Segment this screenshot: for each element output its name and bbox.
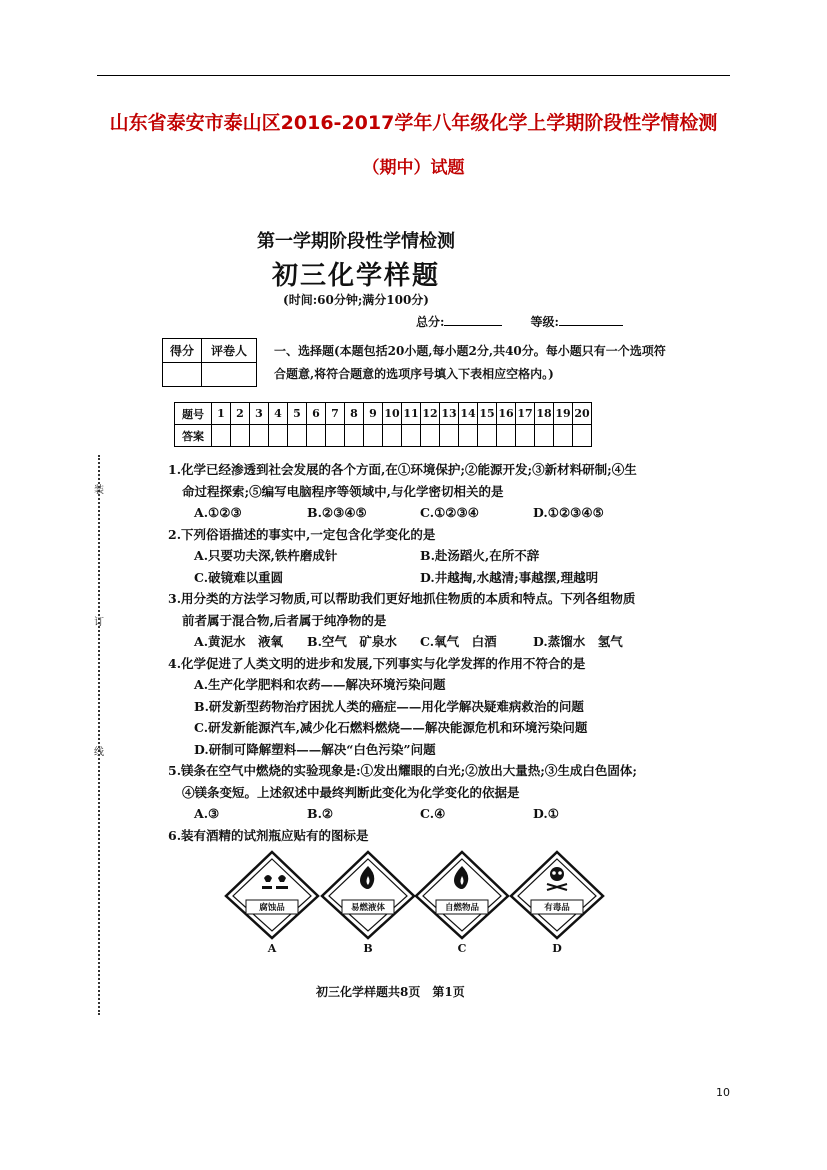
answer-cell (440, 425, 459, 447)
grader-score-label: 得分 (163, 339, 202, 363)
answer-option: A.①②③ (194, 505, 242, 520)
grader-score-cell (163, 363, 202, 387)
binding-mark: 订 (94, 617, 104, 628)
header-rule (97, 75, 730, 76)
question-text: 命过程探索;⑤编写电脑程序等领域中,与化学密切相关的是 (182, 483, 504, 499)
question-number-cell: 17 (516, 403, 535, 425)
hazard-diamond (224, 850, 320, 940)
question-number-cell: 8 (345, 403, 364, 425)
total-label: 总分: (416, 315, 445, 329)
binding-mark: 装 (94, 485, 104, 496)
answer-option: C.④ (420, 806, 446, 821)
answer-cell (535, 425, 554, 447)
hazard-sign-d (509, 850, 605, 955)
question-number-cell: 4 (269, 403, 288, 425)
hazard-diamond (509, 850, 605, 940)
exam-footer: 初三化学样题共8页 第1页 (316, 985, 465, 999)
hazard-letter: C (457, 942, 467, 955)
question-number-cell: 3 (250, 403, 269, 425)
grade-label: 等级: (530, 315, 559, 329)
question-text: 5.镁条在空气中燃烧的实验现象是:①发出耀眼的白光;②放出大量热;③生成白色固体; (168, 763, 638, 778)
document-title: 山东省泰安市泰山区2016-2017学年八年级化学上学期阶段性学情检测 (109, 112, 718, 134)
document-subtitle: （期中）试题 (362, 158, 465, 178)
answer-cell (364, 425, 383, 447)
answer-cell (231, 425, 250, 447)
question-number-cell: 11 (402, 403, 421, 425)
total-blank (444, 325, 502, 326)
hazard-sign-a (224, 850, 320, 955)
grade-blank (559, 325, 623, 326)
answer-option: D.① (533, 806, 559, 821)
answer-cell (554, 425, 573, 447)
hazard-sign-b (320, 850, 416, 955)
hazard-sign-c (414, 850, 510, 955)
answer-cell (345, 425, 364, 447)
answer-cell (421, 425, 440, 447)
hazard-letter: A (267, 942, 277, 955)
page-number: 10 (716, 1086, 730, 1099)
answer-cell (250, 425, 269, 447)
answer-option: D.研制可降解塑料——解决“白色污染”问题 (194, 741, 436, 757)
answer-cell (478, 425, 497, 447)
answer-option: B.空气 矿泉水 (307, 634, 397, 649)
answer-table-header: 题号 (175, 403, 212, 425)
answer-option: A.只要功夫深,铁杵磨成针 (194, 548, 338, 563)
answer-cell (497, 425, 516, 447)
answer-option: C.①②③④ (420, 505, 479, 520)
hazard-label: 腐蚀品 (259, 903, 285, 913)
answer-option: A.生产化学肥料和农药——解决环境污染问题 (194, 677, 446, 692)
question-number-cell: 19 (554, 403, 573, 425)
answer-option: B.赴汤蹈火,在所不辞 (420, 548, 540, 563)
question-number-cell: 20 (573, 403, 592, 425)
answer-cell (402, 425, 421, 447)
question-number-cell: 2 (231, 403, 250, 425)
hazard-letter: B (363, 942, 373, 955)
question-number-cell: 13 (440, 403, 459, 425)
question-number-cell: 7 (326, 403, 345, 425)
grader-box (162, 338, 257, 387)
hazard-label: 易燃液体 (350, 903, 385, 913)
question-text: 6.装有酒精的试剂瓶应贴有的图标是 (168, 827, 369, 843)
answer-cell (326, 425, 345, 447)
question-number-cell: 16 (497, 403, 516, 425)
answer-option: D.①②③④⑤ (533, 505, 604, 520)
question-text: 3.用分类的方法学习物质,可以帮助我们更好地抓住物质的本质和特点。下列各组物质 (168, 591, 636, 606)
exam-time-note: (时间:60分钟;满分100分) (283, 293, 429, 307)
answer-option: A.黄泥水 液氧 (194, 634, 284, 649)
hazard-diamond (414, 850, 510, 940)
question-number-cell: 15 (478, 403, 497, 425)
answer-option: C.氧气 白酒 (420, 634, 497, 649)
exam-heading: 第一学期阶段性学情检测 (257, 231, 455, 252)
answer-option: B.②③④⑤ (307, 505, 367, 520)
hazard-diamond (320, 850, 416, 940)
exam-title: 初三化学样题 (271, 261, 440, 291)
question-text: ④镁条变短。上述叙述中最终判断此变化为化学变化的依据是 (182, 784, 520, 800)
question-text: 前者属于混合物,后者属于纯净物的是 (182, 612, 387, 628)
question-text: 1.化学已经渗透到社会发展的各个方面,在①环境保护;②能源开发;③新材料研制;④生 (168, 462, 637, 477)
answer-cell (516, 425, 535, 447)
hazard-label: 有毒品 (544, 903, 570, 913)
answer-option: C.破镜难以重圆 (194, 569, 284, 585)
answer-option: B.研发新型药物治疗困扰人类的癌症——用化学解决疑难病救治的问题 (194, 698, 584, 714)
answer-option: D.井越掏,水越清;事越摆,理越明 (420, 569, 599, 585)
hazard-letter: D (552, 942, 562, 955)
answer-cell (269, 425, 288, 447)
answer-option: D.蒸馏水 氢气 (533, 634, 623, 649)
question-number-cell: 10 (383, 403, 402, 425)
question-number-cell: 1 (212, 403, 231, 425)
answer-cell (459, 425, 478, 447)
section-instructions: 一、选择题(本题包括20小题,每小题2分,共40分。每小题只有一个选项符合题意,将符合题意的选项序号填入下表相应空格内。) (274, 344, 666, 381)
answer-option: C.研发新能源汽车,减少化石燃料燃烧——解决能源危机和环境污染问题 (194, 720, 588, 735)
scanned-exam-page (96, 205, 676, 1005)
question-number-cell: 14 (459, 403, 478, 425)
answer-cell (383, 425, 402, 447)
score-line (416, 313, 623, 330)
question-list (168, 459, 668, 846)
answer-option: B.② (307, 806, 334, 821)
question-number-cell: 9 (364, 403, 383, 425)
answer-table-header: 答案 (175, 425, 212, 447)
answer-cell (212, 425, 231, 447)
question-number-cell: 12 (421, 403, 440, 425)
answer-option: A.③ (194, 806, 220, 821)
question-number-cell: 5 (288, 403, 307, 425)
grader-reviewer-label: 评卷人 (202, 339, 257, 363)
answer-table (174, 402, 592, 447)
binding-line (98, 455, 104, 1015)
question-text: 2.下列俗语描述的事实中,一定包含化学变化的是 (168, 526, 436, 542)
answer-cell (288, 425, 307, 447)
binding-mark: 线 (94, 747, 104, 758)
hazard-label: 自燃物品 (444, 903, 479, 913)
answer-cell (307, 425, 326, 447)
question-number-cell: 6 (307, 403, 326, 425)
grader-reviewer-cell (202, 363, 257, 387)
question-number-cell: 18 (535, 403, 554, 425)
answer-cell (573, 425, 592, 447)
question-text: 4.化学促进了人类文明的进步和发展,下列事实与化学发挥的作用不符合的是 (168, 655, 586, 671)
